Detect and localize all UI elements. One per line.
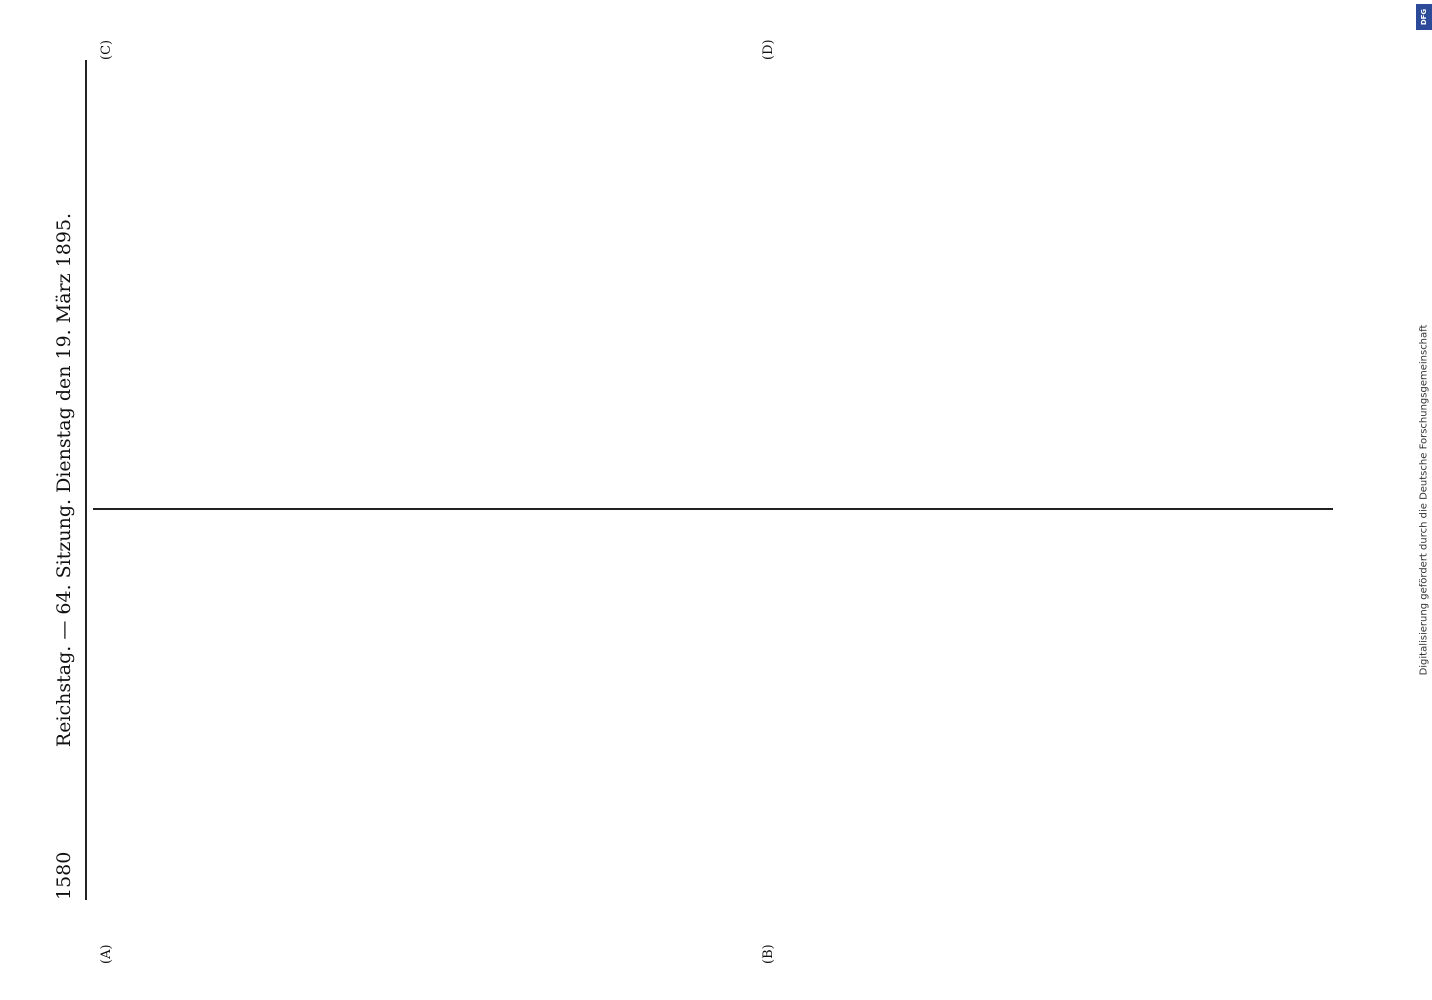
page-title: Reichstag. — 64. Sitzung. Dienstag den 19. März 1895. <box>53 212 75 748</box>
margin-marker-d: (D) <box>761 39 776 60</box>
margin-marker-c: (C) <box>99 39 114 60</box>
column-rule <box>93 508 1333 510</box>
header-rule <box>85 60 87 900</box>
margin-marker-a: (A) <box>99 944 114 964</box>
left-column <box>93 530 1333 940</box>
page-number: 1580 <box>53 851 75 900</box>
running-header <box>53 60 81 900</box>
rotated-page <box>41 30 1391 970</box>
dfg-logo-text: DFG <box>1420 8 1428 26</box>
margin-marker-b: (B) <box>761 944 776 964</box>
dfg-logo <box>1416 4 1432 30</box>
right-column <box>93 80 1333 490</box>
funding-note: Digitalisierung gefördert durch die Deutsche Forschungsgemeinschaft <box>1418 324 1430 676</box>
funding-strip <box>1416 0 1432 1000</box>
